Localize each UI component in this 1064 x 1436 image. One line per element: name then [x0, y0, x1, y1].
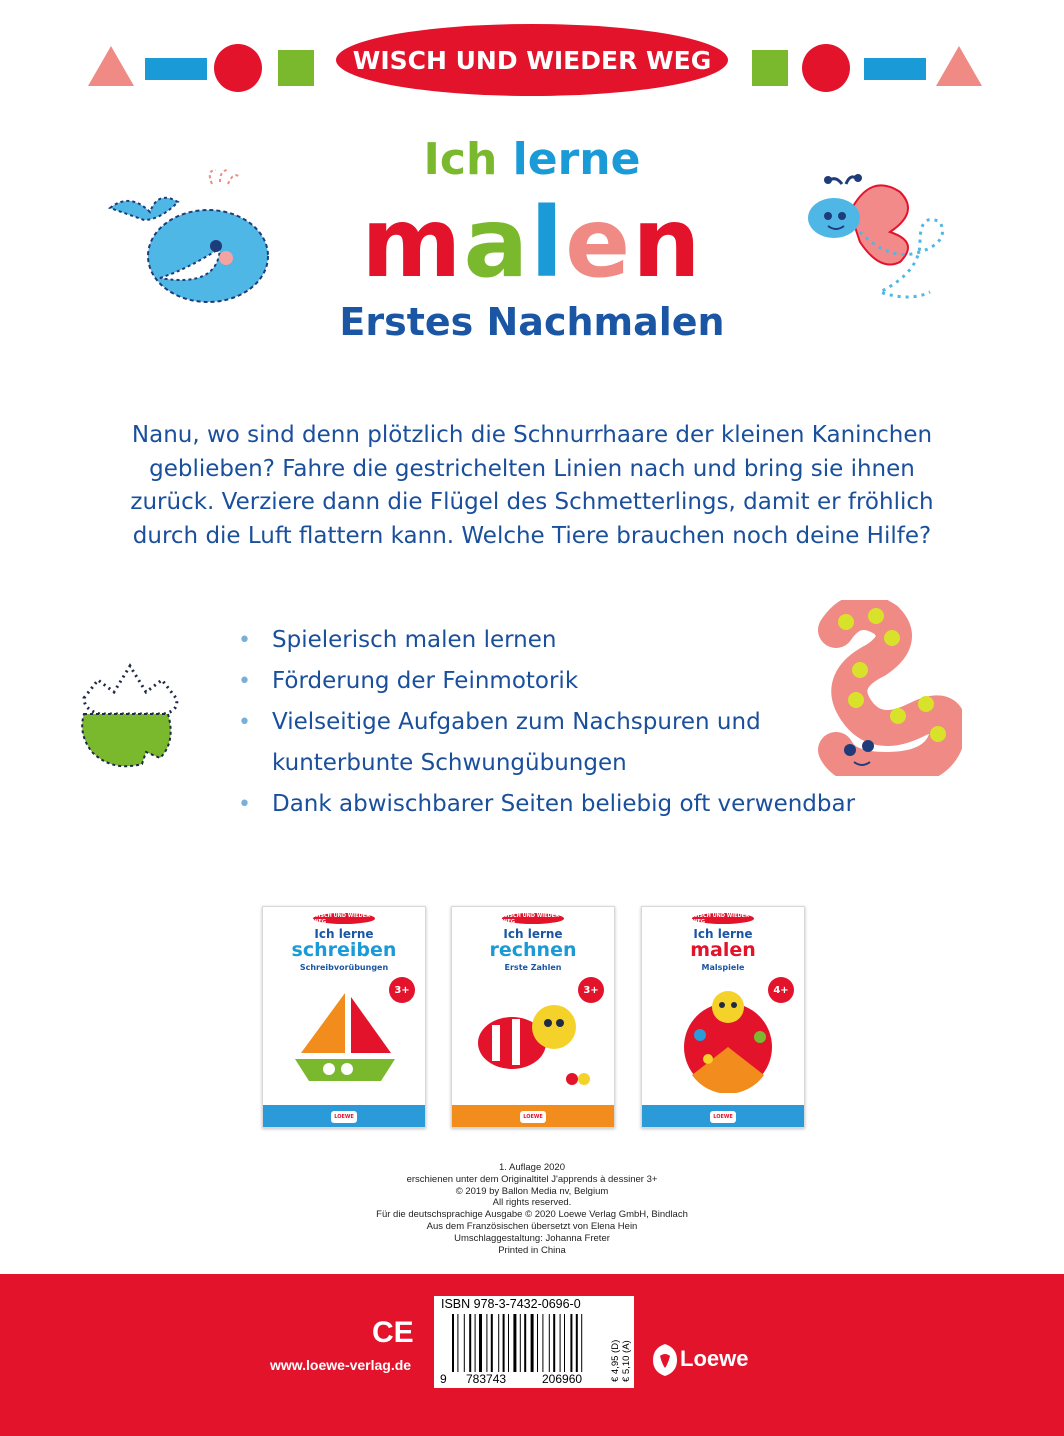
barcode-bar [570, 1314, 572, 1372]
feature-item [238, 620, 858, 661]
age-badge: 4+ [768, 977, 794, 1003]
barcode-bar [542, 1314, 543, 1372]
feature-text: Spielerisch malen lernen [272, 627, 557, 653]
feature-text: Vielseitige Aufgaben zum Nachspuren und kunterbunte Schwungübungen [272, 709, 761, 776]
cover-banner: WISCH UND WIEDER WEG [692, 913, 754, 924]
imprint-line: Aus dem Französischen übersetzt von Elena Hein [426, 1220, 638, 1232]
feature-text: Förderung der Feinmotorik [272, 668, 579, 694]
barcode-bar [486, 1314, 487, 1372]
lily-pad-icon [76, 662, 186, 774]
publisher-logo [650, 1336, 780, 1386]
loewe-lion-icon [650, 1342, 680, 1378]
butterfly-icon [800, 172, 960, 332]
feature-item [238, 784, 858, 825]
barcode-bar [452, 1314, 454, 1372]
cover-subtitle: Erste Zahlen [504, 963, 562, 972]
cover-title-line-1: Ich lerne [693, 927, 753, 941]
title-letter-e: e [565, 187, 633, 299]
publisher-logo: LOEWE [710, 1111, 736, 1123]
title-word-ich: Ich [423, 134, 498, 185]
blue-rectangle-icon [864, 58, 926, 80]
title-letter-a: a [463, 187, 531, 299]
publisher-logo: LOEWE [520, 1111, 546, 1123]
barcode-bar [549, 1314, 550, 1372]
title-word-lerne: lerne [497, 134, 641, 185]
barcode-bar [564, 1314, 565, 1372]
barcode-bar [513, 1314, 516, 1372]
cover-banner: WISCH UND WIEDER WEG [502, 913, 564, 924]
series-banner: WISCH UND WIEDER WEG [336, 24, 728, 96]
green-square-icon [752, 50, 788, 86]
imprint-line: erschienen unter dem Originaltitel J'apprends à dessiner 3+ [406, 1173, 658, 1185]
barcode-bar [531, 1314, 534, 1372]
related-book-cover [262, 906, 426, 1128]
barcode-digits-left: 783743 [466, 1372, 507, 1386]
title-letter-l: l [530, 187, 566, 299]
price-germany: € 4,95 (D) [610, 1339, 621, 1382]
intro-text: Nanu, wo sind denn plötzlich die Schnurrhaare der kleinen Kaninchen geblieben? Fahre die gestrichelten Linien nach und bring sie ihnen zurück. Verziere dann die Flügel des Schmetterlings, damit er fröhlich durch die Luft flattern kann. Welche Tiere brauchen noch deine Hilfe? [130, 422, 934, 549]
isbn-text: ISBN 978-3-7432-0696-0 [441, 1297, 581, 1311]
barcode-bar [503, 1314, 505, 1372]
bullet-icon: • [238, 710, 251, 735]
cover-subtitle: Schreibvorübungen [299, 963, 389, 972]
title-letter-m: m [361, 187, 464, 299]
cover-subtitle: Malspiele [701, 963, 745, 972]
pink-triangle-icon [936, 46, 982, 86]
cover-title-line-2: malen [690, 939, 756, 961]
feature-item [238, 661, 858, 702]
blue-rectangle-icon [145, 58, 207, 80]
barcode-bar [560, 1314, 561, 1372]
imprint-line: Printed in China [498, 1244, 566, 1256]
publisher-logo: LOEWE [331, 1111, 357, 1123]
cover-title-line-2: schreiben [291, 939, 397, 961]
feature-item [238, 702, 858, 784]
barcode-bar [581, 1314, 582, 1372]
green-square-icon [278, 50, 314, 86]
barcode-bar [457, 1314, 458, 1372]
imprint-line: All rights reserved. [492, 1197, 572, 1209]
bullet-icon: • [238, 669, 251, 694]
imprint-line: 1. Auflage 2020 [498, 1162, 566, 1173]
barcode-bar [553, 1314, 555, 1372]
imprint [300, 1162, 764, 1256]
price-list [610, 1318, 632, 1382]
imprint-line: Umschlaggestaltung: Johanna Freter [454, 1232, 610, 1244]
barcode-bar [464, 1314, 465, 1372]
imprint-line: Für die deutschsprachige Ausgabe © 2020 Loewe Verlag GmbH, Bindlach [376, 1209, 688, 1221]
barcode-bar [508, 1314, 509, 1372]
feature-text: Dank abwischbarer Seiten beliebig oft verwendbar [272, 791, 856, 817]
price-austria: € 5,10 (A) [621, 1340, 632, 1382]
red-circle-icon [802, 44, 850, 92]
barcode-bar [491, 1314, 493, 1372]
barcode-bar [498, 1314, 499, 1372]
bullet-icon: • [238, 792, 251, 817]
barcode-bar [479, 1314, 482, 1372]
barcode-bar [524, 1314, 526, 1372]
cover-title-line-1: Ich lerne [503, 927, 563, 941]
website-link[interactable]: www.loewe-verlag.de [270, 1357, 412, 1373]
age-badge: 3+ [578, 977, 604, 1003]
title-letter-n: n [632, 187, 703, 299]
ladybug-icon [662, 985, 792, 1093]
barcode-bar [537, 1314, 538, 1372]
publisher-name: Loewe [680, 1346, 749, 1371]
imprint-line: © 2019 by Ballon Media nv, Belgium [455, 1185, 609, 1197]
worm-icon [806, 600, 962, 776]
bullet-icon: • [238, 628, 251, 653]
related-book-cover [641, 906, 805, 1128]
red-circle-icon [214, 44, 262, 92]
pink-triangle-icon [88, 46, 134, 86]
cover-title-line-1: Ich lerne [314, 927, 374, 941]
feature-list [238, 620, 858, 825]
barcode-bar [520, 1314, 521, 1372]
barcode-digit-prefix: 9 [440, 1372, 447, 1386]
barcode-bar [469, 1314, 471, 1372]
age-badge: 3+ [389, 977, 415, 1003]
sailboat-icon [281, 983, 411, 1093]
barcode-digits-right: 206960 [542, 1372, 583, 1386]
cover-banner: WISCH UND WIEDER WEG [313, 913, 375, 924]
barcode-bar [475, 1314, 476, 1372]
barcode-icon [452, 1314, 606, 1372]
barcode-bar [576, 1314, 578, 1372]
bee-icon [472, 987, 602, 1091]
subtitle: Erstes Nachmalen [339, 300, 725, 344]
related-book-cover [451, 906, 615, 1128]
cover-title-line-2: rechnen [489, 939, 577, 961]
ce-mark: CE [372, 1316, 414, 1349]
whale-icon [100, 168, 276, 308]
